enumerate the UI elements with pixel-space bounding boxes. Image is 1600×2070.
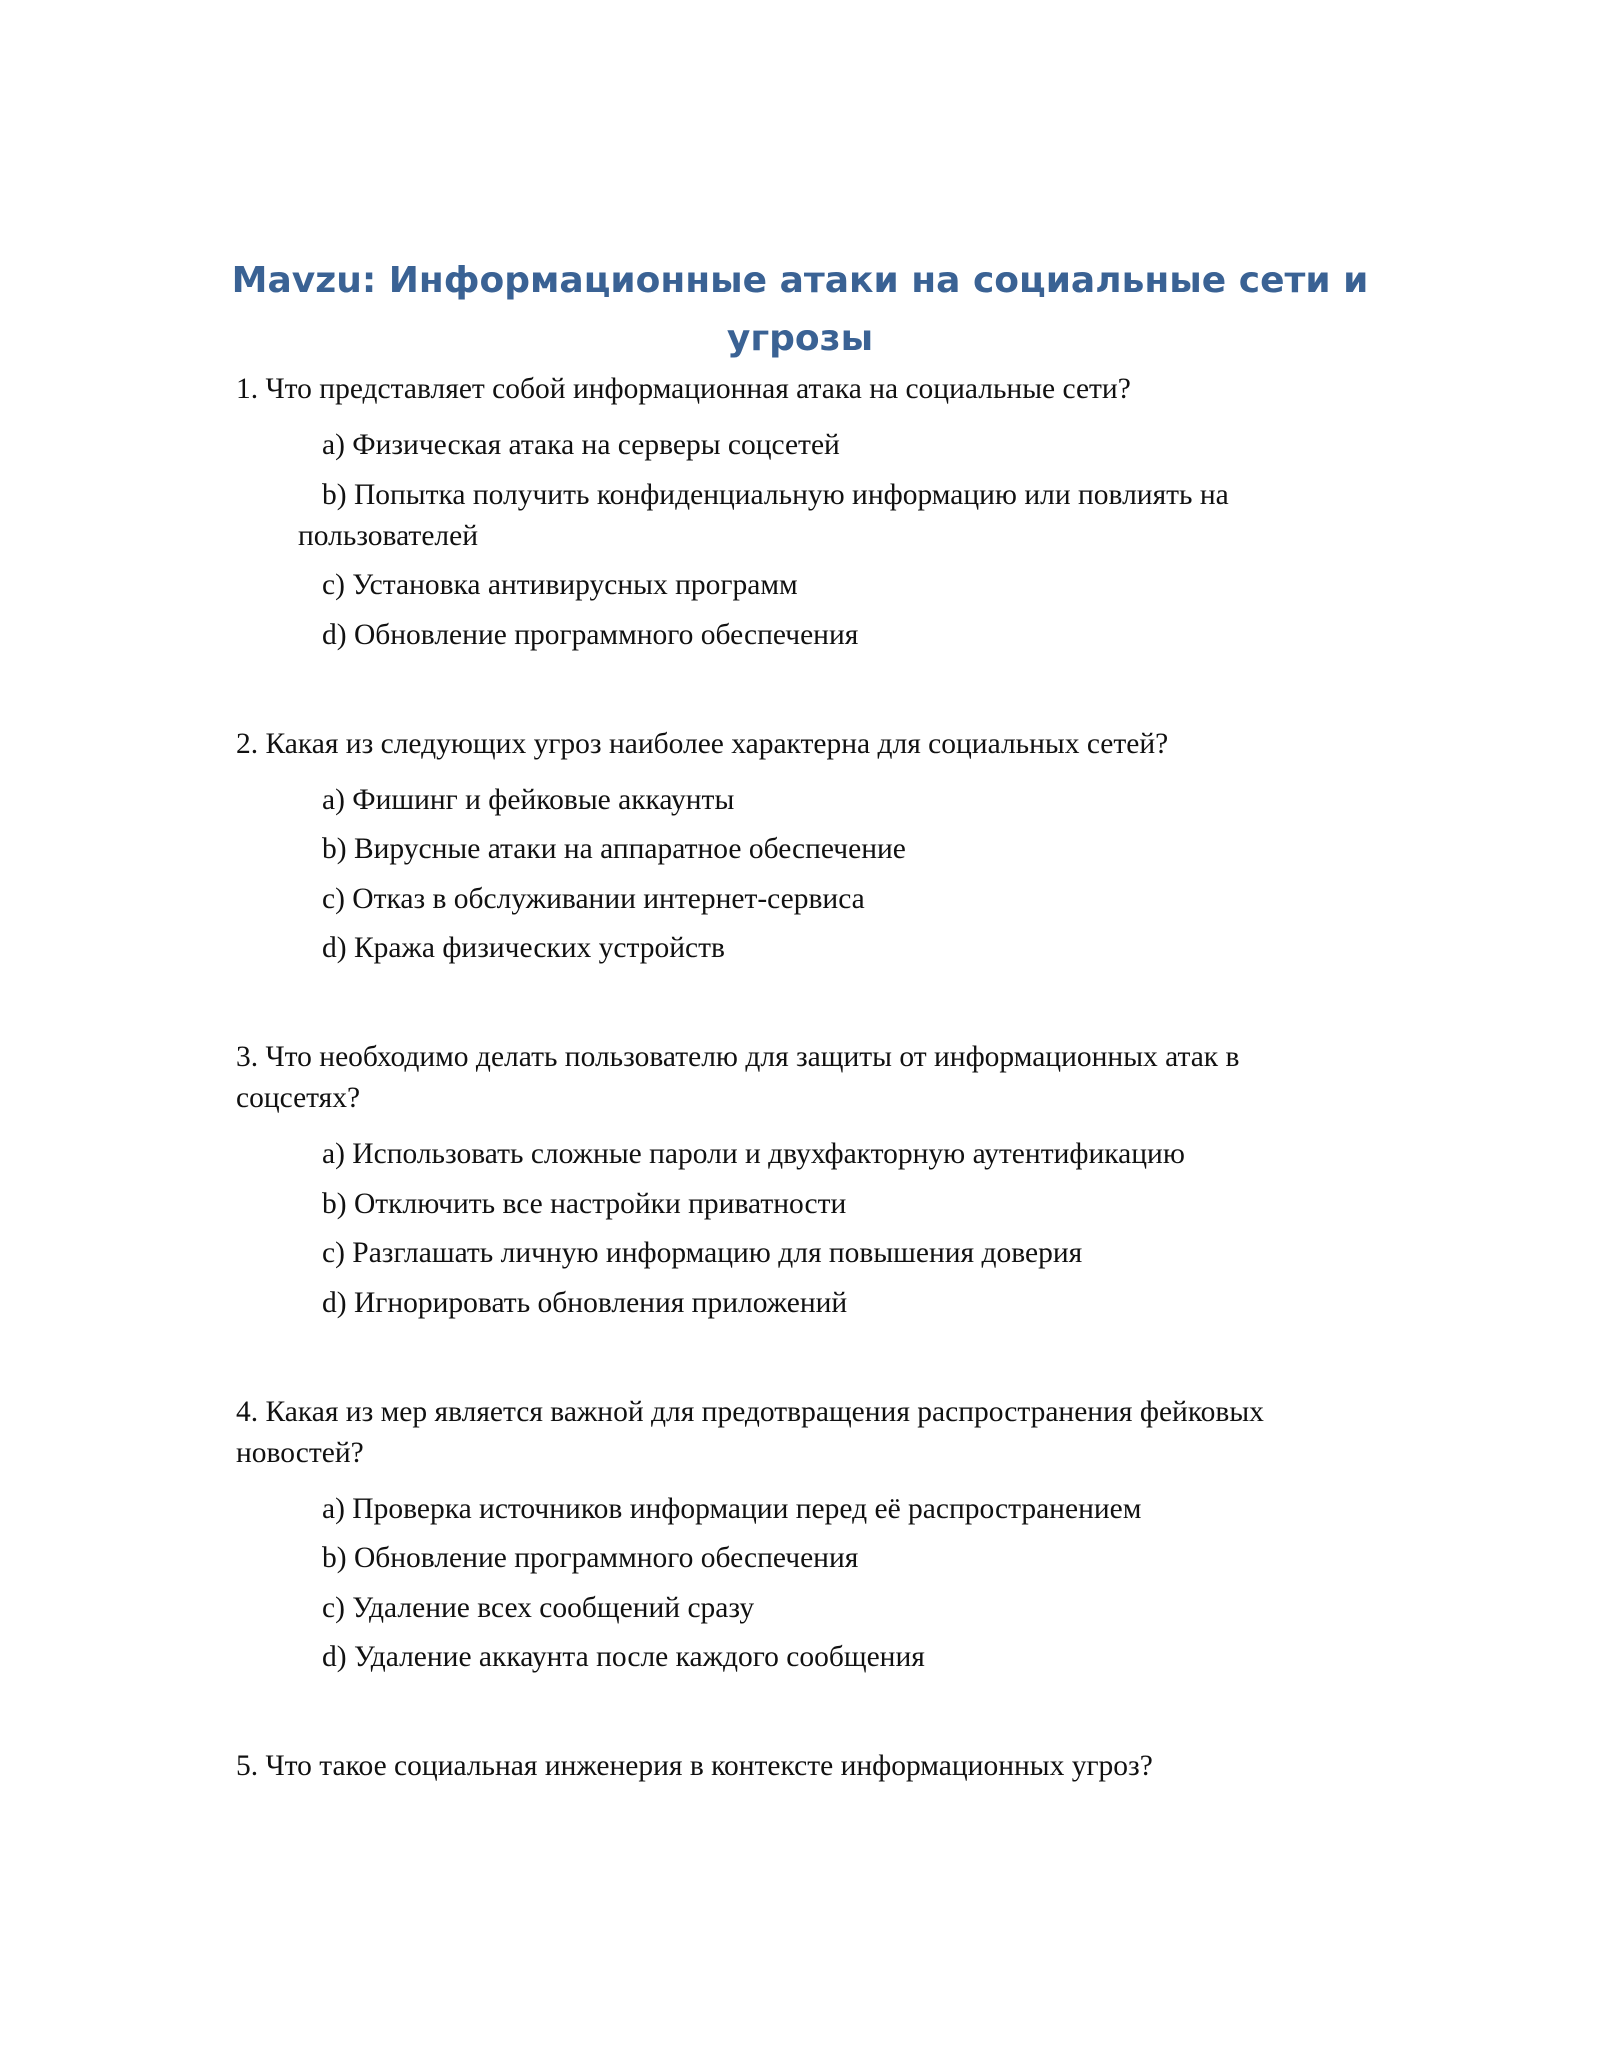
question-2-option-d: d) Кража физических устройств bbox=[322, 932, 725, 964]
question-1-option-a: a) Физическая атака на серверы соцсетей bbox=[322, 429, 840, 461]
question-3: 3. Что необходимо делать пользователю для защиты от информационных атак в соцсетях? bbox=[236, 1041, 1240, 1114]
question-3-option-d: d) Игнорировать обновления приложений bbox=[322, 1286, 848, 1319]
question-5: 5. Что такое социальная инженерия в контексте информационных угроз? bbox=[236, 1750, 1153, 1782]
question-block-5 bbox=[236, 1746, 1356, 1787]
question-block-1 bbox=[236, 369, 1356, 656]
question-4-option-c: c) Удаление всех сообщений сразу bbox=[322, 1591, 755, 1624]
question-3-option-c: c) Разглашать личную информацию для повышения доверия bbox=[322, 1237, 1083, 1269]
document-title: Mavzu: Информационные атаки на социальные сети и угрозы bbox=[231, 260, 1369, 359]
question-2-option-a: a) Фишинг и фейковые аккаунты bbox=[322, 783, 735, 816]
question-4-option-b: b) Обновление программного обеспечения bbox=[322, 1542, 859, 1574]
question-3-option-b: b) Отключить все настройки приватности bbox=[322, 1187, 847, 1220]
question-2: 2. Какая из следующих угроз наиболее характерна для социальных сетей? bbox=[236, 727, 1169, 760]
question-block-2 bbox=[236, 724, 1356, 970]
question-block-4 bbox=[236, 1392, 1356, 1679]
question-2-option-c: c) Отказ в обслуживании интернет-сервиса bbox=[322, 882, 865, 915]
question-2-option-b: b) Вирусные атаки на аппаратное обеспечение bbox=[322, 833, 906, 865]
question-4-option-d: d) Удаление аккаунта после каждого сообщения bbox=[322, 1641, 925, 1673]
quiz-content bbox=[236, 369, 1356, 1855]
question-3-option-a: a) Использовать сложные пароли и двухфакторную аутентификацию bbox=[322, 1138, 1185, 1170]
question-1: 1. Что представляет собой информационная атака на социальные сети? bbox=[236, 373, 1131, 405]
question-block-3 bbox=[236, 1037, 1356, 1324]
question-4-option-a: a) Проверка источников информации перед её распространением bbox=[322, 1492, 1142, 1525]
question-4: 4. Какая из мер является важной для предотвращения распространения фейковых новостей? bbox=[236, 1395, 1264, 1469]
question-1-option-d: d) Обновление программного обеспечения bbox=[322, 618, 859, 651]
question-1-option-b: b) Попытка получить конфиденциальную информацию или повлиять на пользователей bbox=[298, 478, 1229, 552]
question-1-option-c: c) Установка антивирусных программ bbox=[322, 569, 798, 601]
